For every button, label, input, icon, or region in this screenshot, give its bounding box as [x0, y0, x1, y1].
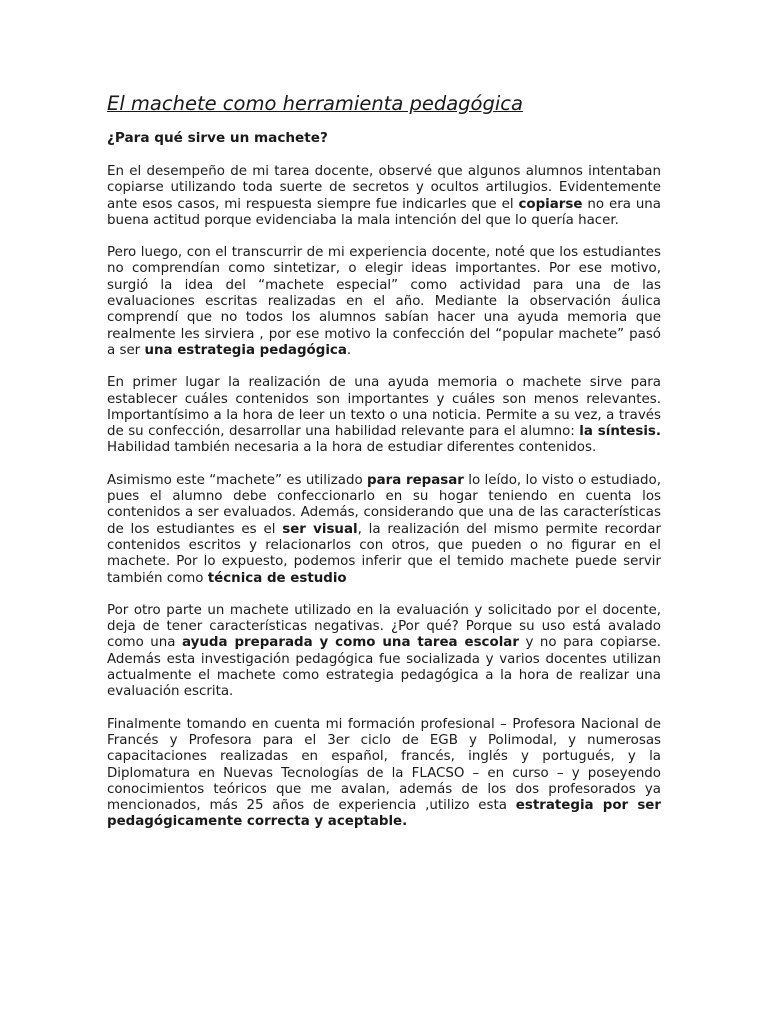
text-run: y no para copiarse. Además esta investigación pedagógica fue socializada y varios docentes utilizan actualmente el machete como estrategia pedagógica a la hora de realizar una evaluación escrita.: [107, 635, 661, 700]
paragraph-4: [107, 473, 661, 587]
text-run: Finalmente tomando en cuenta mi formación profesional – Profesora Nacional de Francés y Profesora para el 3er ciclo de EGB y Polimodal, y numerosas capacitaciones realizadas en español, francés, inglés y portugués, y la Diplomatura en Nuevas Tecnologías de la FLACSO – en curso – y poseyendo conocimientos teóricos que me avalan, además de los dos profesorados ya mencionados, más 25 años de experiencia ,utilizo esta: [107, 716, 661, 814]
paragraph-3: [107, 375, 661, 456]
bold-text-run: copiarse: [518, 196, 583, 212]
text-run: .: [346, 342, 352, 358]
text-run: , la realización del mismo permite recordar contenidos escritos y relacionarlos con otros, que pueden o no figurar en el machete. Por lo expuesto, podemos inferir que el temido machete puede servir también como: [107, 521, 661, 586]
paragraph-1: [107, 164, 661, 229]
bold-text-run: estrategia por ser pedagógicamente correcta y aceptable.: [107, 798, 661, 830]
bold-text-run: para repasar: [366, 472, 464, 488]
text-run: En primer lugar la realización de una ayuda memoria o machete sirve para establecer cuáles contenidos son importantes y cuáles son menos relevantes. Importantísimo a la hora de leer un texto o una noticia. Permite a su vez, a través de su confección, desarrollar una habilidad relevante para el alumno:: [107, 375, 661, 440]
text-run: Por otro parte un machete utilizado en la evaluación y solicitado por el docente, deja de tener características negativas. ¿Por qué? Porque su uso está avalado como una: [107, 602, 661, 651]
bold-text-run: la síntesis.: [579, 424, 661, 440]
text-run: Habilidad también necesaria a la hora de estudiar diferentes contenidos.: [107, 440, 597, 456]
text-run: lo leído, lo visto o estudiado, pues el alumno debe confeccionarlo en su hogar teniendo en cuenta los contenidos a ser evaluados. Además, considerando que una de las características de los estudiantes es el: [107, 472, 662, 537]
bold-text-run: técnica de estudio: [207, 570, 347, 586]
document-title: El machete como herramienta pedagógica: [107, 92, 523, 115]
document-subtitle: ¿Para qué sirve un machete?: [107, 130, 328, 146]
text-run: Pero luego, con el transcurrir de mi experiencia docente, noté que los estudiantes no comprendían como sintetizar, o elegir ideas importantes. Por ese motivo, surgió la idea del “machete especial” como actividad para una de las evaluaciones escritas realizadas en el año. Mediante la observación áulica comprendí que no todos los alumnos sabían hacer una ayuda memoria que realmente les sirviera , por ese motivo la confección del “popular machete” pasó a ser: [107, 245, 661, 358]
text-run: no era una buena actitud porque evidenciaba la mala intención del que lo quería hacer.: [107, 196, 662, 228]
text-run: Asimismo este “machete” es utilizado: [107, 472, 367, 488]
bold-text-run: ser visual: [282, 521, 358, 537]
paragraph-2: [107, 245, 661, 359]
bold-text-run: ayuda preparada y como una tarea escolar: [182, 635, 519, 651]
document-page: [107, 92, 661, 847]
text-run: En el desempeño de mi tarea docente, observé que algunos alumnos intentaban copiarse utilizando toda suerte de secretos y ocultos artilugios. Evidentemente ante esos casos, mi respuesta siempre fue indicarles que el: [107, 164, 661, 212]
bold-text-run: una estrategia pedagógica: [144, 342, 347, 358]
paragraph-6: [107, 717, 661, 831]
paragraph-5: [107, 603, 661, 701]
